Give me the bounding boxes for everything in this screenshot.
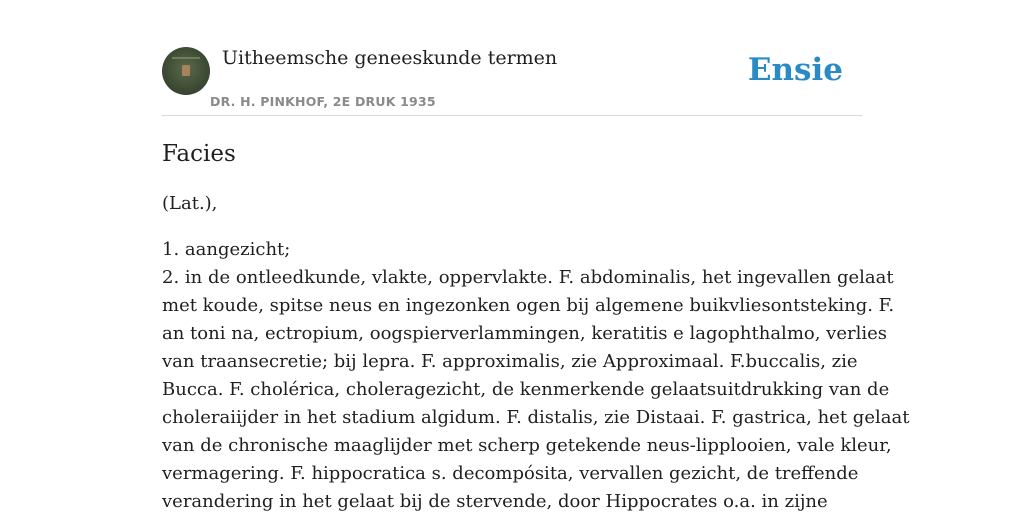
cover-emblem [182,65,190,76]
entry-language: (Lat.), [162,193,218,214]
entry-line: verandering in het gelaat bij de stervende, door Hippocrates o.a. in zijne [162,491,828,512]
entry-body [162,236,910,516]
ensie-logo-link[interactable]: Ensie [747,52,843,88]
entry-line: 2. in de ontleedkunde, vlakte, oppervlakte. F. abdominalis, het ingevallen gelaat [162,267,894,288]
entry-line: van de chronische maaglijder met scherp getekende neus-lipplooien, vale kleur, [162,435,892,456]
entry-line: Bucca. F. cholérica, choleragezicht, de kenmerkende gelaatsuitdrukking van de [162,379,890,400]
entry-line: an toni na, ectropium, oogspierverlammingen, keratitis e lagophthalmo, verlies [162,323,887,344]
book-author: DR. H. PINKHOF, 2E DRUK 1935 [210,94,436,109]
entry-line: choleraiijder in het stadium algidum. F. distalis, zie Distaai. F. gastrica, het gelaat [162,407,910,428]
book-title[interactable]: Uitheemsche geneeskunde termen [222,47,558,69]
entry-line: vermagering. F. hippocratica s. decompósita, vervallen gezicht, de treffende [162,463,859,484]
page-header [162,44,862,116]
book-cover-icon[interactable] [162,47,210,95]
entry-line: met koude, spitse neus en ingezonken ogen bij algemene buikvliesontsteking. F. [162,295,895,316]
entry-title: Facies [162,141,236,167]
entry-content [162,138,910,516]
entry-line: 1. aangezicht; [162,239,291,260]
entry-line: van traansecretie; bij lepra. F. approximalis, zie Approximaal. F.buccalis, zie [162,351,858,372]
cover-band [172,57,200,59]
